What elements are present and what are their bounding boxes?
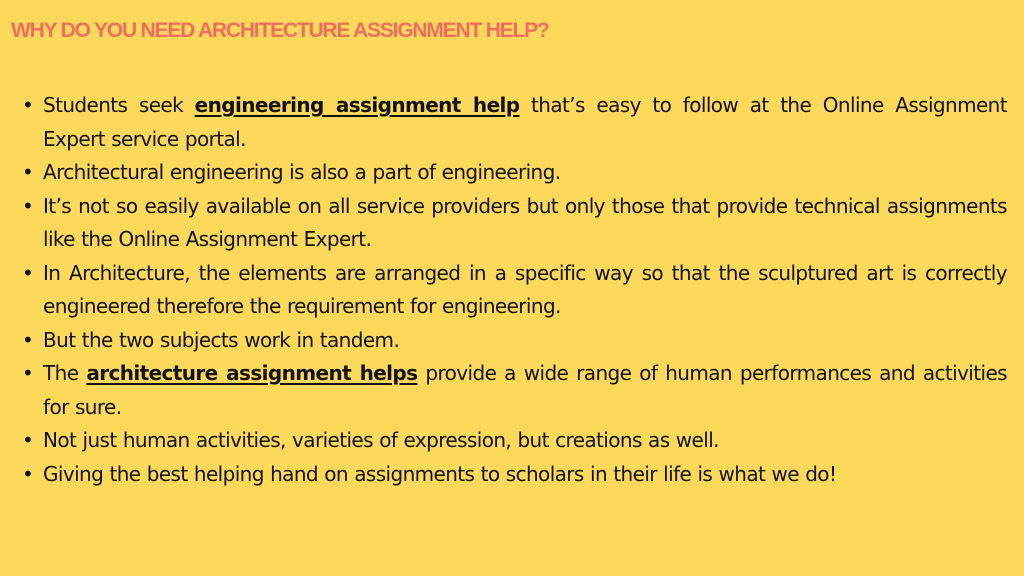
- slide-title: WHY DO YOU NEED ARCHITECTURE ASSIGNMENT HELP?: [11, 19, 549, 42]
- bullet-item: [22, 156, 1007, 190]
- bullet-dot-icon: •: [22, 428, 34, 452]
- bullet-text: Students seek: [43, 93, 195, 117]
- bullet-text: The: [43, 361, 87, 385]
- bullet-item: [22, 458, 1007, 492]
- bullet-text: provide a wide range of human performances and activities for sure.: [43, 361, 1007, 419]
- bullet-text: Not just human activities, varieties of expression, but creations as well.: [43, 428, 719, 452]
- bullet-item: [22, 190, 1007, 257]
- bullet-text: Giving the best helping hand on assignments to scholars in their life is what we do!: [43, 461, 837, 486]
- bullet-dot-icon: •: [22, 193, 34, 218]
- bullet-item: [22, 89, 1007, 156]
- bullet-dot-icon: •: [22, 361, 34, 385]
- bullet-item: [22, 357, 1007, 424]
- bullet-text: But the two subjects work in tandem.: [43, 327, 400, 352]
- bullet-item: [22, 324, 1007, 358]
- bullet-dot-icon: •: [22, 160, 34, 184]
- engineering-assignment-help-link[interactable]: engineering assignment help: [194, 93, 520, 117]
- bullet-item: [22, 257, 1007, 324]
- bullet-dot-icon: •: [22, 260, 34, 285]
- bullet-text: Architectural engineering is also a part of engineering.: [43, 160, 561, 184]
- bullet-text: In Architecture, the elements are arranged in a specific way so that the sculptured art is correctly engineered therefore the requirement for engineering.: [43, 260, 1007, 318]
- bullet-dot-icon: •: [22, 461, 34, 486]
- bullet-text: that’s easy to follow at the Online Assignment Expert service portal.: [43, 93, 1007, 151]
- bullet-dot-icon: •: [22, 93, 34, 117]
- bullet-text: It’s not so easily available on all service providers but only those that provide technical assignments like the Online Assignment Expert.: [43, 193, 1007, 251]
- bullet-dot-icon: •: [22, 327, 34, 352]
- bullet-list: [22, 89, 1007, 491]
- bullet-item: [22, 424, 1007, 458]
- architecture-assignment-helps-link[interactable]: architecture assignment helps: [86, 361, 418, 385]
